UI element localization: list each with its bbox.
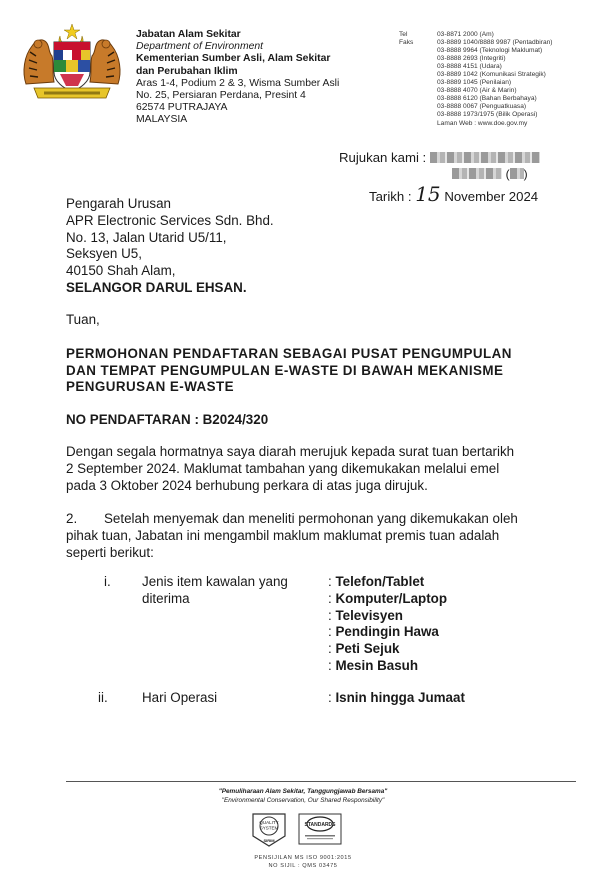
recipient-line-2: APR Electronic Services Sdn. Bhd. <box>66 212 274 228</box>
item-1-value-6: Mesin Basuh <box>335 657 419 673</box>
item-1-value-row: : Peti Sejuk <box>328 641 400 657</box>
recipient-address <box>66 196 274 280</box>
subject-heading <box>66 346 512 396</box>
contact-line-3: 03-8888 9964 (Teknologi Maklumat) <box>437 47 543 55</box>
tel-label: Tel <box>399 31 408 38</box>
paragraph-2-number: 2. <box>66 511 78 526</box>
contact-line-4: 03-8888 2693 (Integriti) <box>437 55 506 63</box>
svg-text:STANDARDS: STANDARDS <box>304 822 336 828</box>
item-1-label <box>142 574 288 608</box>
recipient-line-4: Seksyen U5, <box>66 246 142 262</box>
agency-line-7: 62574 PUTRAJAYA <box>136 102 228 114</box>
agency-line-8: MALAYSIA <box>136 114 188 126</box>
paragraph-2-line-2: pihak tuan, Jabatan ini mengambil maklum maklumat premis tuan adalah <box>66 528 500 543</box>
footer-slogan: "Pemuliharaan Alam Sekitar, Tanggungjawab Bersama" <box>218 788 388 795</box>
agency-address-block <box>136 29 339 127</box>
agency-line-3: Kementerian Sumber Asli, Alam Sekitar <box>136 53 331 65</box>
contact-line-7: 03-8889 1045 (Penilaian) <box>437 79 512 87</box>
agency-line-1: Jabatan Alam Sekitar <box>136 29 241 40</box>
salutation: Tuan, <box>66 312 100 327</box>
standards-badge-icon <box>297 810 343 850</box>
subject-line-1: PERMOHONAN PENDAFTARAN SEBAGAI PUSAT PENGUMPULAN <box>66 346 512 361</box>
item-2-values <box>328 690 465 707</box>
contact-line-9: 03-8888 6120 (Bahan Berbahaya) <box>437 95 537 103</box>
item-1-value-row: : Telefon/Tablet <box>328 574 425 589</box>
certification-line-2: NO SIJIL : QMS 03475 <box>268 863 338 869</box>
contact-line-2: 03-8889 1040/8888 9987 (Pentadbiran) <box>437 39 553 47</box>
registration-number: NO PENDAFTARAN : B2024/320 <box>66 412 269 427</box>
subject-line-2: DAN TEMPAT PENGUMPULAN E-WASTE DI BAWAH MEKANISME <box>66 362 504 378</box>
svg-text:SYSTEM: SYSTEM <box>259 825 279 831</box>
item-1-value-row: : Pendingin Hawa <box>328 624 439 640</box>
redacted-reference <box>430 152 540 163</box>
item-1-value-1: Telefon/Tablet <box>335 574 425 589</box>
item-2-value-row: : Isnin hingga Jumaat <box>328 690 465 705</box>
paragraph-1-line-3: pada 3 Oktober 2024 berhubung perkara di atas juga dirujuk. <box>66 477 428 493</box>
agency-line-4: dan Perubahan Iklim <box>136 65 238 77</box>
contact-line-1: 03-8871 2000 (Am) <box>437 31 494 38</box>
contact-line-6: 03-8889 1042 (Komunikasi Strategik) <box>437 71 546 79</box>
contact-labels <box>399 31 413 47</box>
svg-text:SIRIM: SIRIM <box>263 838 275 843</box>
footer-divider <box>66 781 576 782</box>
item-2-value-1: Isnin hingga Jumaat <box>335 690 465 705</box>
date-day-handwritten: 15 <box>415 182 441 206</box>
coat-of-arms-icon <box>20 22 124 102</box>
contact-line-8: 03-8888 4070 (Air & Marin) <box>437 87 517 95</box>
paragraph-2-line-1: Setelah menyemak dan meneliti permohonan yang dikemukakan oleh <box>104 511 518 526</box>
paragraph-1-line-1: Dengan segala hormatnya saya diarah merujuk kepada surat tuan bertarikh <box>66 444 515 459</box>
agency-line-2: Department of Environment <box>136 41 264 53</box>
contact-line-12: Laman Web : www.doe.gov.my <box>437 119 528 127</box>
reference-line <box>339 150 540 165</box>
contact-line-10: 03-8888 0067 (Penguatkuasa) <box>437 103 527 111</box>
recipient-line-5: 40150 Shah Alam, <box>66 263 176 279</box>
contact-line-5: 03-8888 4151 (Udara) <box>437 63 502 71</box>
recipient-line-3: No. 13, Jalan Utarid U5/11, <box>66 229 227 245</box>
agency-line-6: No. 25, Persiaran Perdana, Presint 4 <box>136 90 306 102</box>
item-1-value-5: Peti Sejuk <box>335 641 400 657</box>
item-1-numeral: i. <box>104 574 111 589</box>
item-1-label-line-2: diterima <box>142 590 190 606</box>
contact-line-11: 03-8888 1973/1975 (Bilik Operasi) <box>437 111 538 119</box>
item-1-value-row: : Komputer/Laptop <box>328 590 448 606</box>
paragraph-2-line-3: seperti berikut: <box>66 545 154 560</box>
recipient-line-1: Pengarah Urusan <box>66 196 171 211</box>
fax-label: Faks <box>399 39 414 46</box>
quality-system-badge-icon <box>249 810 289 850</box>
item-1-value-row: : Mesin Basuh <box>328 657 419 673</box>
contact-numbers <box>437 31 552 128</box>
item-1-values <box>328 574 447 675</box>
redacted-reference-3 <box>510 168 524 179</box>
item-1-value-row: : Televisyen <box>328 607 403 623</box>
redacted-reference-2 <box>452 168 502 179</box>
recipient-state: SELANGOR DARUL EHSAN. <box>66 280 247 295</box>
item-1-value-2: Komputer/Laptop <box>335 590 448 606</box>
date-line <box>369 182 538 206</box>
item-1-value-4: Pendingin Hawa <box>335 624 439 640</box>
rujukan-label: Rujukan kami : <box>339 150 427 165</box>
footer-slogan-english: "Environmental Conservation, Our Shared Responsibility" <box>221 797 385 804</box>
svg-text:QUALITY: QUALITY <box>259 820 279 825</box>
item-2-numeral: ii. <box>98 690 108 705</box>
reference-line-2: ( ) <box>452 166 528 181</box>
date-value: November 2024 <box>444 189 539 204</box>
date-label: Tarikh : <box>369 189 412 204</box>
item-1-value-3: Televisyen <box>335 607 403 623</box>
item-2-label: Hari Operasi <box>142 690 218 705</box>
certification-line-1: PENSIJILAN MS ISO 9001:2015 <box>254 855 352 861</box>
paragraph-1 <box>66 444 514 494</box>
subject-line-3: PENGURUSAN E-WASTE <box>66 379 235 395</box>
agency-line-5: Aras 1-4, Podium 2 & 3, Wisma Sumber Asli <box>136 77 340 89</box>
paragraph-1-line-2: 2 September 2024. Maklumat tambahan yang dikemukakan melalui emel <box>66 460 500 476</box>
item-1-label-line-1: Jenis item kawalan yang <box>142 574 288 589</box>
